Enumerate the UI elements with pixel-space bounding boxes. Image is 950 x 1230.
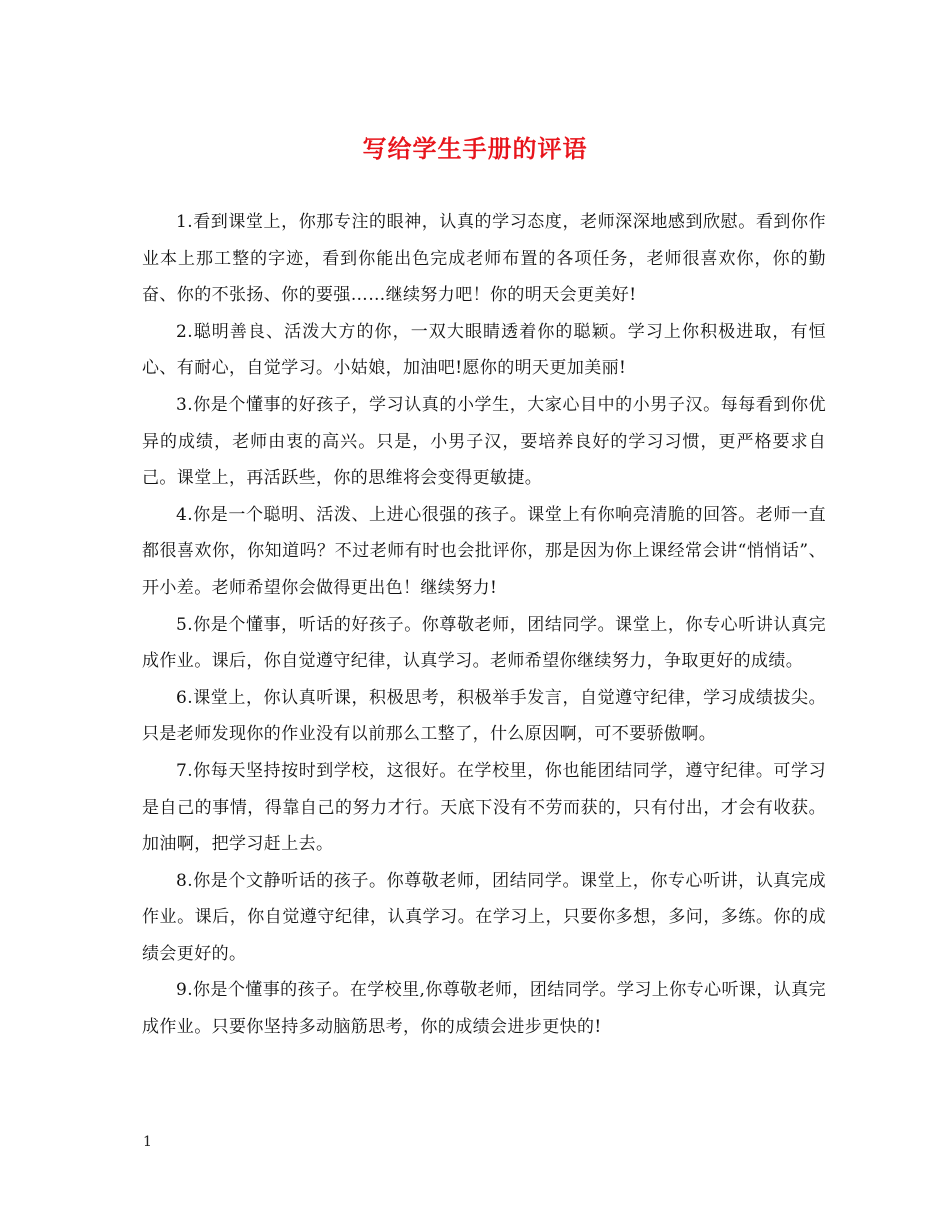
comment-paragraph-8: 8.你是个文静听话的孩子。你尊敬老师，团结同学。课堂上，你专心听讲，认真完成作业。课后，你自觉遵守纪律，认真学习。在学习上，只要你多想，多问，多练。你的成绩会更好的。 — [142, 870, 826, 964]
comment-paragraph-6: 6.课堂上，你认真听课，积极思考，积极举手发言，自觉遵守纪律，学习成绩拔尖。只是老师发现你的作业没有以前那么工整了，什么原因啊，可不要骄傲啊。 — [142, 687, 826, 745]
comment-paragraph-1: 1.看到课堂上，你那专注的眼神，认真的学习态度，老师深深地感到欣慰。看到你作业本上那工整的字迹，看到你能出色完成老师布置的各项任务，老师很喜欢你，你的勤奋、你的不张扬、你的要强……继续努力吧！你的明天会更美好! — [142, 212, 826, 306]
comment-paragraph-2: 2.聪明善良、活泼大方的你，一双大眼睛透着你的聪颖。学习上你积极进取，有恒心、有耐心，自觉学习。小姑娘，加油吧!愿你的明天更加美丽! — [142, 321, 826, 379]
comment-paragraph-9: 9.你是个懂事的孩子。在学校里,你尊敬老师，团结同学。学习上你专心听课，认真完成作业。只要你坚持多动脑筋思考，你的成绩会进步更快的! — [142, 980, 826, 1038]
comment-paragraph-3: 3.你是个懂事的好孩子，学习认真的小学生，大家心目中的小男子汉。每每看到你优异的成绩，老师由衷的高兴。只是，小男子汉，要培养良好的学习习惯，更严格要求自己。课堂上，再活跃些，你的思维将会变得更敏捷。 — [142, 394, 826, 489]
document-body — [142, 204, 826, 1046]
comment-paragraph-7: 7.你每天坚持按时到学校，这很好。在学校里，你也能团结同学，遵守纪律。可学习是自己的事情，得靠自己的努力才行。天底下没有不劳而获的，只有付出，才会有收获。加油啊，把学习赶上去。 — [142, 760, 826, 855]
document-title: 写给学生手册的评语 — [362, 134, 588, 163]
comment-paragraph-4: 4.你是一个聪明、活泼、上进心很强的孩子。课堂上有你响亮清脆的回答。老师一直都很喜欢你，你知道吗？不过老师有时也会批评你，那是因为你上课经常会讲“悄悄话”、开小差。老师希望你会做得更出色！继续努力! — [142, 504, 826, 598]
page-number: 1 — [143, 1134, 152, 1150]
comment-paragraph-5: 5.你是个懂事，听话的好孩子。你尊敬老师，团结同学。课堂上，你专心听讲认真完成作业。课后，你自觉遵守纪律，认真学习。老师希望你继续努力，争取更好的成绩。 — [142, 614, 826, 672]
